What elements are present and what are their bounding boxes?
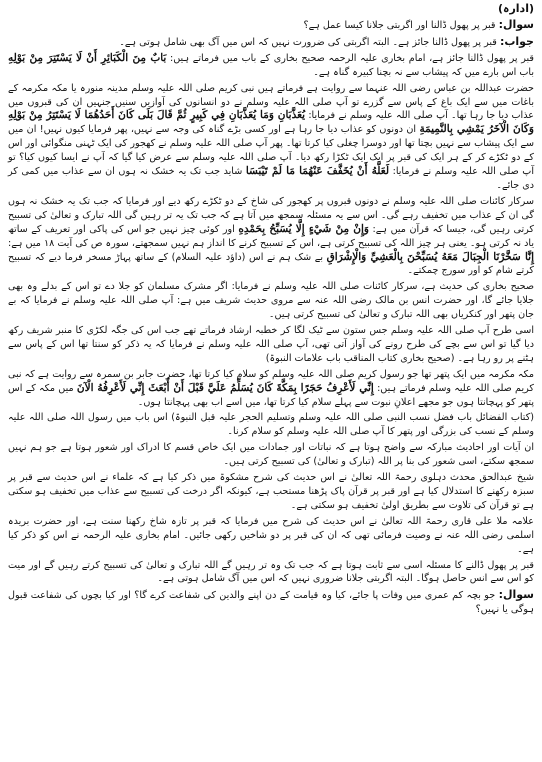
arabic-quote: إِنِّي لَأَعْرِفُ حَجَرًا بِمَكَّةَ كَانَ يُسَلِّمُ عَلَيَّ قَبْلَ أَنْ أُبْعَثَ إِنِّي لَأَعْرِفُهُ الْآنَ (76, 381, 374, 394)
paragraph-text: اور کوئی چیز نہیں جو اس کی پاکی اور تعریف کے ساتھ یاد نہ کرتی ہو۔ یعنی ہر چیز اللہ کی تسبیح کرتی ہے، اس کے تسبیح کرنے کا انداز ہم نہیں سمجھتے، سورہ ص کی آیت ۱۸ میں ہے: (8, 223, 534, 249)
article-body (8, 18, 534, 758)
paragraph-text: قبر پر پھول ڈالنے کا مسئلہ اسی سے ثابت ہوتا ہے کہ جب تک وہ تر رہیں گے اللہ تبارک و تعالیٰ کی تسبیح کرتے رہیں گے اور میت کو اس سے انس حاصل ہوگا۔ البتہ اگربتی جلانا ضروری نہیں کہ اس میں آگ شامل ہوتی ہے۔ (8, 559, 534, 585)
paragraph-text: شیخ عبدالحق محدث دہلوی رحمۃ اللہ تعالیٰ نے اس حدیث کی شرح مشکوۃ میں ذکر کیا ہے کہ علماء نے اس حدیث سے قبر پر سبزہ رکھنے کا استدلال کیا ہے اور قبر پر قرآن پاک پڑھنا مستحب ہے، کیونکہ اگر درخت کی تسبیح سے عذاب میں تخفیف ہو سکتی ہے تو قرآن کی تلاوت سے بطریق اولیٰ تخفیف ہو سکتی ہے۔ (8, 472, 534, 511)
paragraph (8, 280, 534, 322)
paragraph (8, 18, 534, 33)
paragraph-text: قبر پر پھول ڈالنا اور اگربتی جلانا کیسا عمل ہے؟ (303, 20, 496, 31)
arabic-quote: يُعَذَّبَانِ وَمَا يُعَذَّبَانِ فِي كَبِيرٍ ثُمَّ قَالَ بَلَى كَانَ أَحَدُهُمَا لَا يَسْتَتِرُ مِنْ بَوْلِهِ وَكَانَ الْآخَرُ يَمْشِي بِالنَّمِيمَةِ (8, 109, 534, 136)
paragraph (8, 195, 534, 278)
paragraph-text: قبر پر پھول ڈالنا جائز ہے۔ البتہ اگربتی کی ضرورت نہیں کہ اس میں آگ بھی شامل ہوتی ہے۔ (119, 36, 497, 48)
arabic-quote: إِنَّا سَخَّرْنَا الْجِبَالَ مَعَهُ يُسَبِّحْنَ بِالْعَشِيِّ وَالْإِشْرَاقِ (326, 250, 534, 263)
paragraph-text: حضرت عبداللہ بن عباس رضی اللہ عنہما سے روایت ہے فرماتے ہیں نبی کریم صلی اللہ علیہ وسلم مدینہ منورہ یا مکہ مکرمہ کے باغات میں سے ایک باغ کے پاس سے گزرے تو آپ صلی اللہ علیہ وسلم نے دو انسانوں کی آوازیں سنیں جنہیں ان کی قبروں میں عذاب دیا جا رہا تھا۔ آپ صلی اللہ علیہ وسلم نے فرمایا: (8, 82, 534, 122)
paragraph (8, 441, 534, 469)
paragraph (8, 52, 534, 80)
paragraph (8, 411, 534, 439)
paragraph-text: سرکار کائنات صلی اللہ علیہ وسلم نے دونوں قبروں پر کھجور کی شاخ کے دو ٹکڑے رکھ دیے اور فرمایا کہ جب تک یہ خشک نہ ہوں گی ان کے عذاب میں تخفیف رہے گی۔ اس سے یہ مسئلہ سمجھ میں آتا ہے کہ جب تک یہ تر رہیں گی اللہ تبارک و تعالیٰ کی تسبیح کرتی رہیں گی، جیسا کہ قرآن میں ہے: (8, 195, 534, 235)
paragraph (8, 515, 534, 557)
arabic-quote: بَابٌ مِنَ الْكَبَائِرِ أَنْ لَا يَسْتَتِرَ مِنْ بَوْلِهِ (8, 51, 167, 64)
paragraph (8, 35, 534, 50)
paragraph-text: صحیح بخاری کی حدیث ہے، سرکار کائنات صلی اللہ علیہ وسلم نے فرمایا: اگر مشرک مسلمان کو جلا دے تو اس کے بدلے وہ بھی جلایا جائے گا، اور حضرت انس بن مالک رضی اللہ عنہ سے مروی حدیث شریف میں ہے: آپ صلی اللہ علیہ وسلم نے فرمایا کہ بے جان پتھر اور کنکریاں بھی اللہ تبارک و تعالیٰ کی تسبیح کرتی ہیں۔ (8, 281, 534, 321)
paragraph-text: باب اس بارے میں کہ پیشاب سے نہ بچنا کبیرہ گناہ ہے۔ (313, 66, 534, 78)
paragraph-text: اسی طرح آپ صلی اللہ علیہ وسلم جس ستون سے ٹیک لگا کر خطبہ ارشاد فرماتے تھے جب اس کی جگہ لکڑی کا منبر شریف رکھ دیا گیا تو اس سے بچے کی طرح رونے کی آواز آتی تھی، آپ صلی اللہ علیہ وسلم نے فرمایا کہ یہ ذکر کو سنتا تھا اس کے پاس سے ہٹنے پر رو رہا ہے۔ (صحیح بخاری کتاب المناقب باب علامات النبوۃ) (8, 325, 534, 364)
paragraph (8, 471, 534, 513)
paragraph-text: میں مکہ کے اس پتھر کو پہچانتا ہوں جو مجھے اعلانِ نبوت سے پہلے سلام کیا کرتا تھا، میں اسے اب بھی پہچانتا ہوں۔ (8, 382, 534, 408)
paragraph (8, 324, 534, 366)
paragraph-text: ان دونوں کو عذاب دیا جا رہا ہے اور کسی بڑے گناہ کی وجہ سے نہیں، پھر فرمایا کیوں نہیں! ان میں سے ایک پیشاب سے نہیں بچتا تھا اور دوسرا چغلی کیا کرتا تھا۔ پھر آپ صلی اللہ علیہ وسلم نے کھجور کی ایک ٹہنی منگوائی اور اس کے دو ٹکڑے کر کے ہر ایک کی قبر پر ایک ایک ٹکڑا رکھ دیا۔ آپ صلی اللہ علیہ وسلم سے عرض کیا گیا کہ آپ نے ایسا کیوں کیا؟ تو آپ صلی اللہ علیہ وسلم نے فرمایا: (8, 124, 534, 178)
paragraph-text: بے شک ہم نے اس (داؤد علیہ السلام) کے ساتھ پہاڑ مسخر فرما دیے کہ تسبیح کرتے شام کو اور سورج چمکتے۔ (8, 251, 534, 277)
paragraph-text: علامہ ملا علی قاری رحمۃ اللہ تعالیٰ نے اس حدیث کی شرح میں فرمایا کہ قبر پر تازہ شاخ رکھنا سنت ہے، اور حضرت بریدہ اسلمی رضی اللہ عنہ نے وصیت فرمائی تھی کہ ان کی قبر پر دو شاخیں رکھی جائیں۔ امام بخاری علیہ الرحمہ نے اس کو ذکر کیا ہے۔ (8, 515, 534, 555)
paragraph-text: قبر پر پھول ڈالنا جائز ہے، امام بخاری علیہ الرحمہ صحیح بخاری کے باب میں فرماتے ہیں: (170, 52, 534, 64)
paragraph-text: مکہ مکرمہ میں ایک پتھر تھا جو رسول کریم صلی اللہ علیہ وسلم کو سلام کیا کرتا تھا، حضرت جابر بن سمرہ سے روایت ہے کہ نبی کریم صلی اللہ علیہ وسلم فرماتے ہیں: (8, 368, 534, 394)
paragraph (8, 368, 534, 410)
paragraph-text: ان آیات اور احادیث مبارکہ سے واضح ہوتا ہے کہ نباتات اور جمادات میں ایک خاص قسم کا ادراک اور شعور ہوتا ہے جو ہم نہیں سمجھ سکتے، اسی شعور کی بنا پر اللہ (تبارک و تعالیٰ) کی تسبیح کرتی ہیں۔ (8, 442, 534, 468)
paragraph-text: شاید جب تک یہ خشک نہ ہوں ان سے عذاب میں کمی کر دی جائے۔ (8, 166, 534, 191)
paragraph-text: جو بچہ کم عمری میں وفات پا جائے، کیا وہ قیامت کے دن اپنے والدین کی شفاعت کرے گا؟ اور کیا بچوں کی شفاعت قبول ہوگی یا نہیں؟ (8, 590, 534, 616)
paragraph (8, 559, 534, 587)
paragraph (8, 588, 534, 617)
qa-label: سوال: (498, 588, 534, 602)
arabic-quote: وَإِنْ مِنْ شَيْءٍ إِلَّا يُسَبِّحُ بِحَمْدِهِ (238, 222, 369, 235)
qa-label: سوال: (498, 18, 534, 31)
arabic-quote: لَعَلَّهُ أَنْ يُخَفَّفَ عَنْهُمَا مَا لَمْ تَيْبَسَا (245, 165, 390, 178)
paragraph-text: (کتاب الفضائل باب فضل نسب النبی صلی اللہ علیہ وسلم وتسلیم الحجر علیہ قبل النبوۃ) اس باب میں رسول اللہ صلی اللہ علیہ وسلم کے نسب کی بزرگی اور پتھر کا آپ صلی اللہ علیہ وسلم کو سلام کرنا۔ (8, 412, 534, 438)
qa-label: جواب: (499, 34, 534, 48)
paragraph (8, 82, 534, 193)
page-header: (ادارہ) (497, 2, 534, 15)
